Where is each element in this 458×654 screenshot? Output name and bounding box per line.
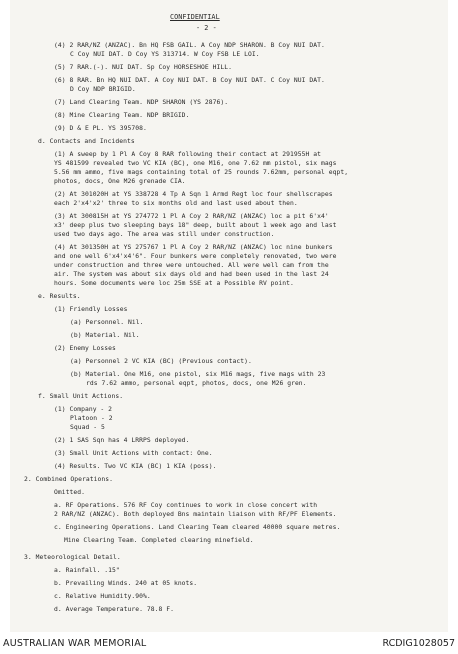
document-line: a. RF Operations. 576 RF Coy continues to work in close concert with	[54, 502, 318, 509]
classification-header: CONFIDENTIAL	[170, 13, 220, 21]
archive-footer	[0, 632, 458, 654]
document-line: (2) At 301020H at YS 338728 4 Tp A Sqn 1 Armd Regt loc four shellscrapes	[54, 191, 333, 198]
document-line: d. Contacts and Incidents	[38, 138, 135, 145]
document-line: photos, docs, One M26 grenade CIA.	[54, 178, 186, 185]
document-line: (9) D & E PL. YS 395708.	[54, 125, 147, 132]
document-line: (4) 2 RAR/NZ (ANZAC). Bn HQ FSB GAIL. A Coy NDP SHARON. B Coy NUI DAT.	[54, 42, 325, 49]
document-line: under construction and three were untouched. All were well cam from the	[54, 262, 329, 269]
document-page	[10, 0, 448, 632]
document-line: (b) Material. One M16, one pistol, six M16 mags, five mags with 23	[70, 371, 326, 378]
document-line: Mine Clearing Team. Completed clearing minefield.	[64, 537, 254, 544]
document-line: used two days ago. The area was still under construction.	[54, 231, 275, 238]
document-line: d. Average Temperature. 78.8 F.	[54, 606, 174, 613]
document-line: x3' deep plus two sleeping bays 18" deep, built about 1 week ago and last	[54, 222, 337, 229]
document-line: (8) Mine Clearing Team. NDP BRIGID.	[54, 112, 190, 119]
document-line: e. Results.	[38, 293, 81, 300]
document-line: (a) Personnel 2 VC KIA (BC) (Previous contact).	[70, 358, 252, 365]
document-line: C Coy NUI DAT. D Coy YS 313714. W Coy FSB LE LOI.	[70, 51, 260, 58]
document-line: (3) At 300815H at YS 274772 1 Pl A Coy 2 RAR/NZ (ANZAC) loc a pit 6'x4'	[54, 213, 329, 220]
document-line: Omitted.	[54, 489, 85, 496]
archive-record-id: RCDIG1028057	[382, 638, 455, 649]
document-line: (4) At 301350H at YS 275767 1 Pl A Coy 2 RAR/NZ (ANZAC) loc nine bunkers	[54, 244, 333, 251]
document-line: (3) Small Unit Actions with contact: One.	[54, 450, 213, 457]
document-line: (5) 7 RAR.(-). NUI DAT. Sp Coy HORSESHOE HILL.	[54, 64, 232, 71]
document-line: (b) Material. Nil.	[70, 332, 140, 339]
document-line: YS 481599 revealed two VC KIA (BC), one M16, one 7.62 mm pistol, six mags	[54, 160, 337, 167]
document-line: (1) Company - 2	[54, 406, 113, 413]
document-line: (a) Personnel. Nil.	[70, 319, 144, 326]
document-line: 5.56 mm ammo, five mags containing total of 25 rounds 7.62mm, personal eqpt,	[54, 169, 349, 176]
document-line: (1) Friendly Losses	[54, 306, 128, 313]
document-line: rds 7.62 ammo, personal eqpt, photos, docs, one M26 gren.	[86, 380, 307, 387]
document-line: D Coy NDP BRIGID.	[70, 86, 136, 93]
document-line: (2) Enemy Losses	[54, 345, 116, 352]
document-line: c. Engineering Operations. Land Clearing Team cleared 40000 square metres.	[54, 524, 341, 531]
page-number: - 2 -	[196, 24, 217, 32]
document-line: a. Rainfall. .15"	[54, 567, 120, 574]
document-line: air. The system was about six days old and had been used in the last 24	[54, 271, 329, 278]
document-line: and one well 6'x4'x4'6". Four bunkers were completely renovated, two were	[54, 253, 337, 260]
document-line: (7) Land Clearing Team. NDP SHARON (YS 2876).	[54, 99, 229, 106]
document-line: 2. Combined Operations.	[24, 476, 113, 483]
document-line: c. Relative Humidity.90%.	[54, 593, 151, 600]
document-line: (1) A sweep by 1 Pl A Coy 8 RAR following their contact at 291955H at	[54, 151, 321, 158]
document-line: 3. Meteorological Detail.	[24, 554, 121, 561]
document-line: Squad - 5	[70, 424, 105, 431]
document-line: (4) Results. Two VC KIA (BC) 1 KIA (poss).	[54, 463, 217, 470]
document-line: (2) 1 SAS Sqn has 4 LRRPS deployed.	[54, 437, 190, 444]
document-line: 2 RAR/NZ (ANZAC). Both deployed Bns maintain liaison with RF/PF Elements.	[54, 511, 337, 518]
document-line: (6) 8 RAR. Bn HQ NUI DAT. A Coy NUI DAT. B Coy NUI DAT. C Coy NUI DAT.	[54, 77, 325, 84]
archive-name: AUSTRALIAN WAR MEMORIAL	[3, 638, 147, 649]
document-line: hours. Some documents were loc 25m SSE at a Possible RV point.	[54, 280, 294, 287]
document-line: each 2'x4'x2' three to six months old and last used about then.	[54, 200, 298, 207]
document-line: b. Prevailing Winds. 240 at 05 knots.	[54, 580, 198, 587]
document-line: f. Small Unit Actions.	[38, 393, 124, 400]
document-line: Platoon - 2	[70, 415, 113, 422]
